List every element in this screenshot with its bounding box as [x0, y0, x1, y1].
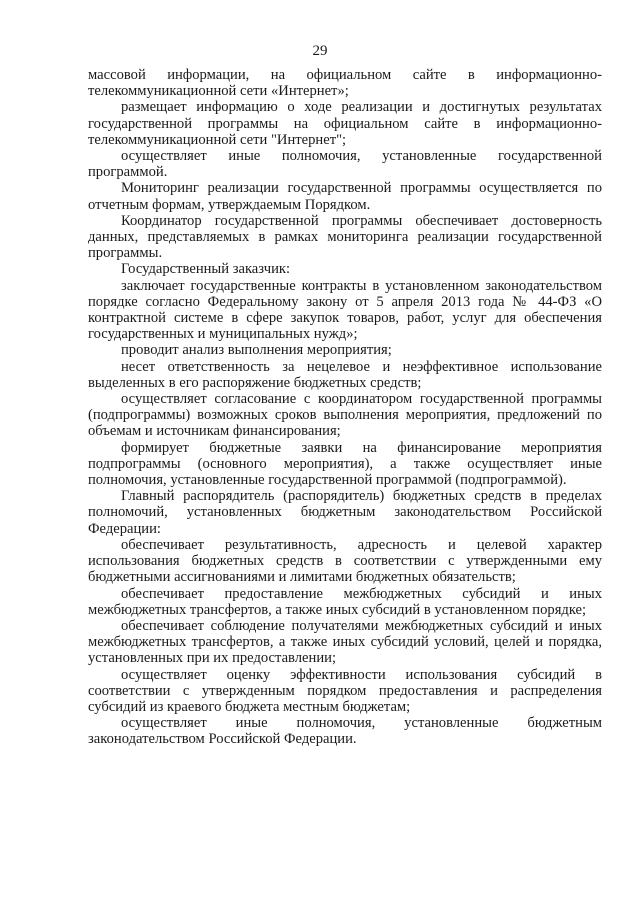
paragraph: обеспечивает предоставление межбюджетных субсидий и иных межбюджетных трансфертов, а также иных субсидий в установленном порядке;: [88, 585, 602, 618]
paragraph: обеспечивает результативность, адресность и целевой характер использования бюджетных средств в соответствии с утвержденными ему бюджетными ассигнованиями и лимитами бюджетных обязательств;: [88, 536, 602, 586]
paragraph: размещает информацию о ходе реализации и достигнутых результатах государственной программы на официальном сайте в информационно-телекоммуникационной сети "Интернет";: [88, 99, 602, 148]
paragraph: Мониторинг реализации государственной программы осуществляется по отчетным формам, утверждаемым Порядком.: [88, 180, 602, 213]
paragraph: заключает государственные контракты в установленном законодательством порядке согласно Федеральному закону от 5 апреля 2013 года № 44-ФЗ «О контрактной системе в сфере закупок товаров, работ, услуг для обеспечения государственных и муниципальных нужд»;: [88, 277, 602, 343]
paragraph: осуществляет оценку эффективности использования субсидий в соответствии с утвержденным порядком предоставления и распределения субсидий из краевого бюджета местным бюджетам;: [88, 666, 602, 715]
page-number: 29: [312, 43, 328, 59]
paragraph: формирует бюджетные заявки на финансирование мероприятия подпрограммы (основного мероприятия), а также осуществляет иные полномочия, установленные государственной программой (подпрограммой).: [88, 439, 602, 489]
paragraph-continuation: массовой информации, на официальном сайте в информационно-телекоммуникационной сети «Интернет»;: [88, 67, 602, 100]
paragraph: Главный распорядитель (распорядитель) бюджетных средств в пределах полномочий, установленных бюджетным законодательством Российской Федерации:: [88, 488, 602, 537]
paragraph: Координатор государственной программы обеспечивает достоверность данных, представляемых в рамках мониторинга реализации государственной программы.: [88, 212, 602, 262]
paragraph: осуществляет согласование с координатором государственной программы (подпрограммы) возможных сроков выполнения мероприятия, предложений по объемам и источникам финансирования;: [88, 391, 602, 440]
paragraph: несет ответственность за нецелевое и неэффективное использование выделенных в его распоряжение бюджетных средств;: [88, 358, 602, 391]
paragraph: осуществляет иные полномочия, установленные государственной программой.: [88, 148, 602, 181]
paragraph: осуществляет иные полномочия, установленные бюджетным законодательством Российской Федерации.: [88, 715, 602, 748]
body-text: [88, 67, 602, 748]
paragraph: Государственный заказчик:: [121, 261, 291, 278]
paragraph: обеспечивает соблюдение получателями межбюджетных субсидий и иных межбюджетных трансфертов, а также иных субсидий условий, целей и порядка, установленных при их предоставлении;: [88, 617, 602, 667]
paragraph: проводит анализ выполнения мероприятия;: [121, 342, 392, 359]
